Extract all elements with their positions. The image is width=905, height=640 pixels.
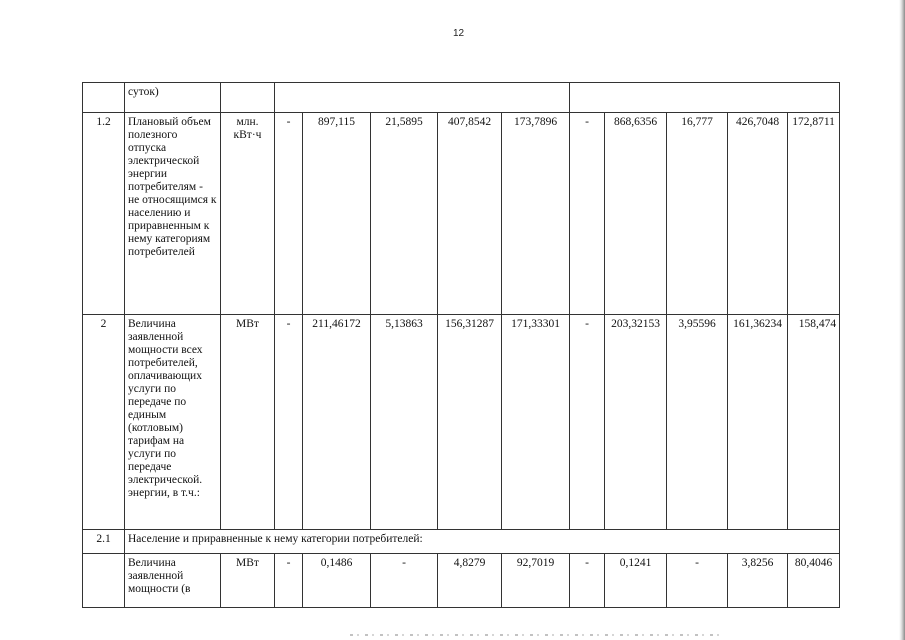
row-number-cell: [83, 83, 125, 113]
row-number-cell: 2.1: [83, 530, 125, 554]
table-row-2-1-section: [83, 530, 840, 554]
value-cell: 897,115: [303, 113, 371, 315]
value-cell: 3,95596: [667, 315, 728, 530]
table-row-2: [83, 315, 840, 530]
value-cell: 868,6356: [605, 113, 667, 315]
tariff-table: [82, 82, 840, 608]
value-cell: -: [371, 554, 438, 608]
unit-cell: МВт: [221, 554, 275, 608]
value-cell: 211,46172: [303, 315, 371, 530]
value-cell: 80,4046: [788, 554, 840, 608]
value-cell: -: [667, 554, 728, 608]
indicator-name-cell: суток): [125, 83, 221, 113]
value-cell: 5,13863: [371, 315, 438, 530]
value-cell: -: [275, 315, 303, 530]
value-cell: 92,7019: [502, 554, 570, 608]
value-cell: 171,33301: [502, 315, 570, 530]
indicator-name-cell: Плановый объем полезного отпуска электрической энергии потребителям - не относящимся к населению и приравненным к нему категориям потребителей: [125, 113, 221, 315]
group-a-cell: [275, 83, 570, 113]
value-cell: -: [275, 113, 303, 315]
scan-artifact: [350, 634, 720, 636]
scan-edge-shadow: [899, 0, 905, 640]
table-row-continuation: [83, 83, 840, 113]
value-cell: -: [570, 554, 605, 608]
value-cell: 3,8256: [728, 554, 788, 608]
value-cell: 4,8279: [438, 554, 502, 608]
value-cell: 203,32153: [605, 315, 667, 530]
value-cell: 172,8711: [788, 113, 840, 315]
value-cell: 407,8542: [438, 113, 502, 315]
value-cell: -: [275, 554, 303, 608]
page-number: 12: [453, 28, 465, 39]
value-cell: -: [570, 113, 605, 315]
value-cell: 426,7048: [728, 113, 788, 315]
value-cell: 0,1486: [303, 554, 371, 608]
value-cell: 173,7896: [502, 113, 570, 315]
indicator-name-cell: Величина заявленной мощности всех потребителей, оплачивающих услуги по передаче по единым (котловым) тарифам на услуги по передаче электрической. энергии, в т.ч.:: [125, 315, 221, 530]
value-cell: -: [570, 315, 605, 530]
row-number-cell: [83, 554, 125, 608]
value-cell: 156,31287: [438, 315, 502, 530]
unit-cell: млн. кВт·ч: [221, 113, 275, 315]
row-number-cell: 1.2: [83, 113, 125, 315]
table-row-1-2: [83, 113, 840, 315]
indicator-name-cell: Величина заявленной мощности (в: [125, 554, 221, 608]
value-cell: 158,474: [788, 315, 840, 530]
unit-cell: МВт: [221, 315, 275, 530]
value-cell: 161,36234: [728, 315, 788, 530]
table-row-2-1-capacity: [83, 554, 840, 608]
section-heading-cell: Население и приравненные к нему категории потребителей:: [125, 530, 840, 554]
value-cell: 16,777: [667, 113, 728, 315]
value-cell: 0,1241: [605, 554, 667, 608]
group-b-cell: [570, 83, 840, 113]
unit-cell: [221, 83, 275, 113]
value-cell: 21,5895: [371, 113, 438, 315]
row-number-cell: 2: [83, 315, 125, 530]
